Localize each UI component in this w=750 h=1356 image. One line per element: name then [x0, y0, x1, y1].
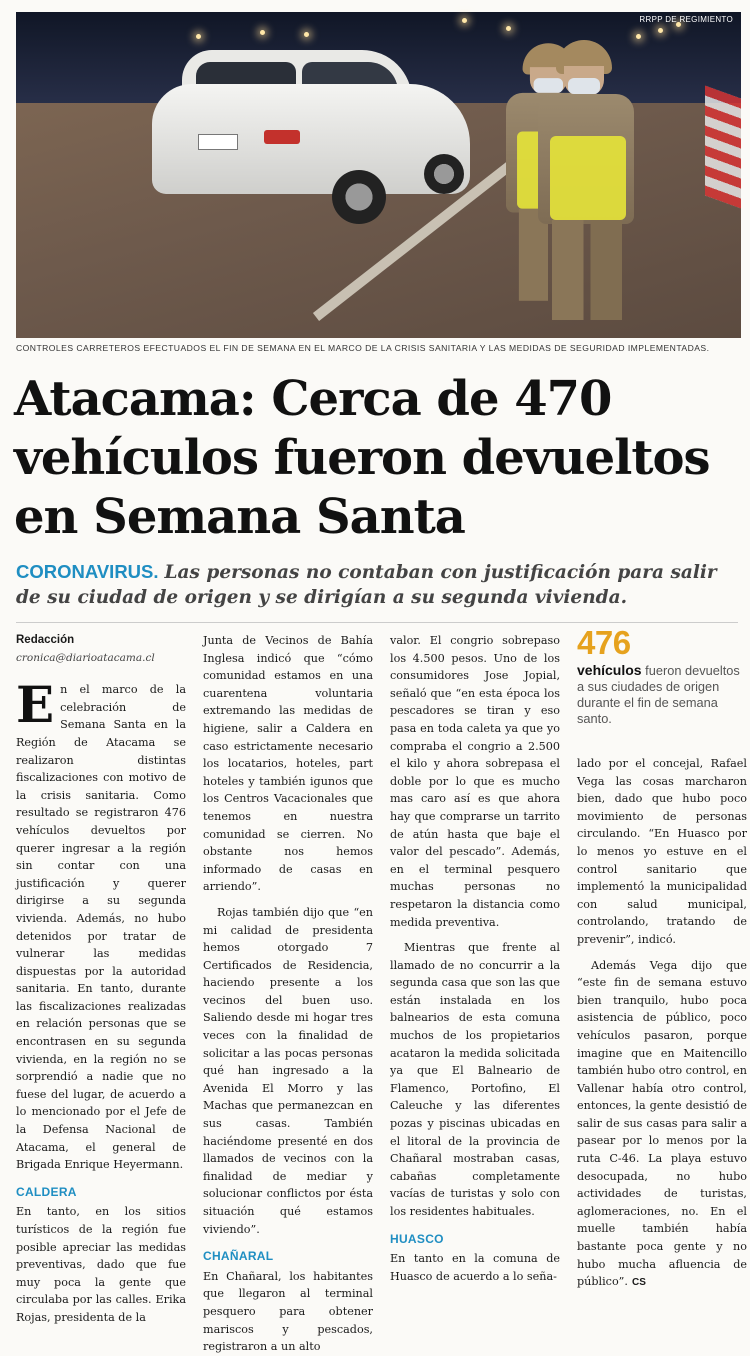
end-mark-icon: CS — [631, 1277, 646, 1289]
paragraph: Además Vega dijo que “este fin de semana estuvo bien tranquilo, hubo poca asistencia de público, poco vehículos pasaron, porque imagine que en Maitencillo también hubo otro control, en Vallenar había otro control, entonces, la gente desistió de salir de sus casas para salir a pasear por lo menos por la ruta C-46. La playa estuvo desocupada, no hubo actividades de turistas, aglomeraciones, no. En el muelle también había bastante poca gente y no hubo mucha afluencia de público”. CS — [577, 958, 747, 1289]
byline-email[interactable]: cronica@diarioatacama.cl — [16, 651, 155, 664]
byline-author: Redacción — [16, 634, 75, 646]
article-column-2 — [203, 632, 373, 1356]
paragraph: En tanto, en los sitios turísticos de la región fue posible apreciar las medidas preventivas, dado que fue muy poca la gente que circulaba por las calles. Erika Rojas, presidenta de la — [16, 1205, 186, 1324]
deck-text: Las personas no contaban con justificación para salir de su ciudad de origen y se dirigían a su segunda vivienda. — [16, 562, 717, 608]
section-heading-caldera: CALDERA — [16, 1184, 77, 1199]
paragraph: valor. El congrio sobrepaso los 4.500 pesos. Uno de los consumidores Jose Jopial, señaló que “en esta época los pescadores se tiran y eso pasa en toda caleta ya que yo compraba el congrio a 2.500 el kilo y ahora sobrepasa el doble por lo que es mucho mas caro así es que ahora hay que comprarse un tarrito de atún hasta que baje el valor del pescado”. Además, en el terminal pesquero muchas personas no respetaron la distancia como medida preventiva. — [390, 634, 560, 929]
photo-caption: CONTROLES CARRETEROS EFECTUADOS EL FIN DE SEMANA EN EL MARCO DE LA CRISIS SANITARIA Y LAS MEDIDAS DE SEGURIDAD IMPLEMENTADAS. — [16, 343, 710, 353]
headline: Atacama: Cerca de 470 vehículos fueron devueltos en Semana Santa — [14, 371, 710, 545]
dropcap: E — [16, 675, 55, 735]
section-heading-huasco: HUASCO — [390, 1231, 444, 1246]
deck — [16, 559, 738, 610]
paragraph: Mientras que frente al llamado de no concurrir a la segunda casa que son las que están instalada en los balnearios de esta comuna muchos de los propietarios acataron la medida solicitada ya que El Balneario de Flamenco, Portofino, El Caleuche y las diferentes pozas y piscinas ubicadas en el litoral de la provincia de Chañaral mostraban casas, cabañas completamente vacías de turistas y solo con los residentes habituales. — [390, 941, 560, 1218]
paragraph: lado por el concejal, Rafael Vega las cosas marcharon bien, dado que hubo poco movimiento de personas circulando. “En Huasco por lo menos yo estuve en el control sanitario que implementó la municipalidad con salud municipal, controlando, tratando de prevenir”, indicó. — [577, 757, 747, 946]
fact-number: 476 — [577, 624, 631, 661]
photo-credit: RRPP DE REGIMIENTO — [639, 15, 733, 24]
divider — [16, 622, 738, 623]
paragraph: En Chañaral, los habitantes que llegaron al terminal pesquero para obtener mariscos y pescados, registraron a un alto — [203, 1269, 373, 1354]
section-heading-chanaral: CHAÑARAL — [203, 1249, 274, 1264]
article-column-4 — [577, 755, 747, 1292]
article-photo — [16, 12, 741, 338]
article-column-3 — [390, 632, 560, 1285]
paragraph: En el marco de la celebración de Semana Santa en la Región de Atacama se realizaron distintas fiscalizaciones con motivo de la crisis sanitaria. Como resultado se registraron 476 vehículos devueltos por querer ingresar a la región sin contar con una justificación y querer dirigirse a su segunda vivienda. Además, no hubo detenidos por tratar de vulnerar las medidas dispuestas por la autoridad sanitaria. En tanto, durante las fiscalizaciones realizadas en relación personas que se encontrasen en su segunda vivienda, en la región no se sorprendió a nadie que no fuese del lugar, de acuerdo a lo mencionado por el Jefe de la Defensa Nacional de Atacama, el general de Brigada Enrique Heyermann. — [16, 675, 186, 1172]
paragraph: En tanto en la comuna de Huasco de acuerdo a lo seña- — [390, 1252, 560, 1283]
photo-soldier-front — [528, 40, 648, 320]
paragraph: Junta de Vecinos de Bahía Inglesa indicó que “cómo comunidad estamos en una cuarentena voluntaria extremando las medidas de higiene, salir a Caldera en caso estrictamente necesario los locatarios, hoteles, part hoteles y también igunos que los Centros Vacacionales que tenemos en nuestra comunidad se cierren. No obstante nos hemos informado de casas en arriendo”. — [203, 634, 373, 894]
fact-bold: vehículos — [577, 662, 642, 678]
fact-text: vehículos fueron devueltos a sus ciudades de origen durante el fin de semana santo. — [577, 662, 740, 726]
paragraph: Rojas también dijo que “en mi calidad de presidenta hemos otorgado 7 Certificados de Residencia, haciendo presente a los vecinos del buen uso. Saliendo desde mi hogar tres veces con la finalidad de solicitar a las pocas personas qué han ingresado a la Avenida El Morro y las Machas que permanezcan en sus casas. También haciéndome presenté en dos llamados de vecinos con la finalidad de mediar y solucionar conflictos por ésta situación qué estamos viviendo”. — [203, 905, 373, 1236]
deck-kicker: CORONAVIRUS. — [16, 561, 159, 582]
photo-white-suv — [152, 50, 470, 224]
article-column-1 — [16, 632, 186, 1327]
photo-barrier — [705, 85, 741, 208]
fact-box — [577, 626, 742, 727]
